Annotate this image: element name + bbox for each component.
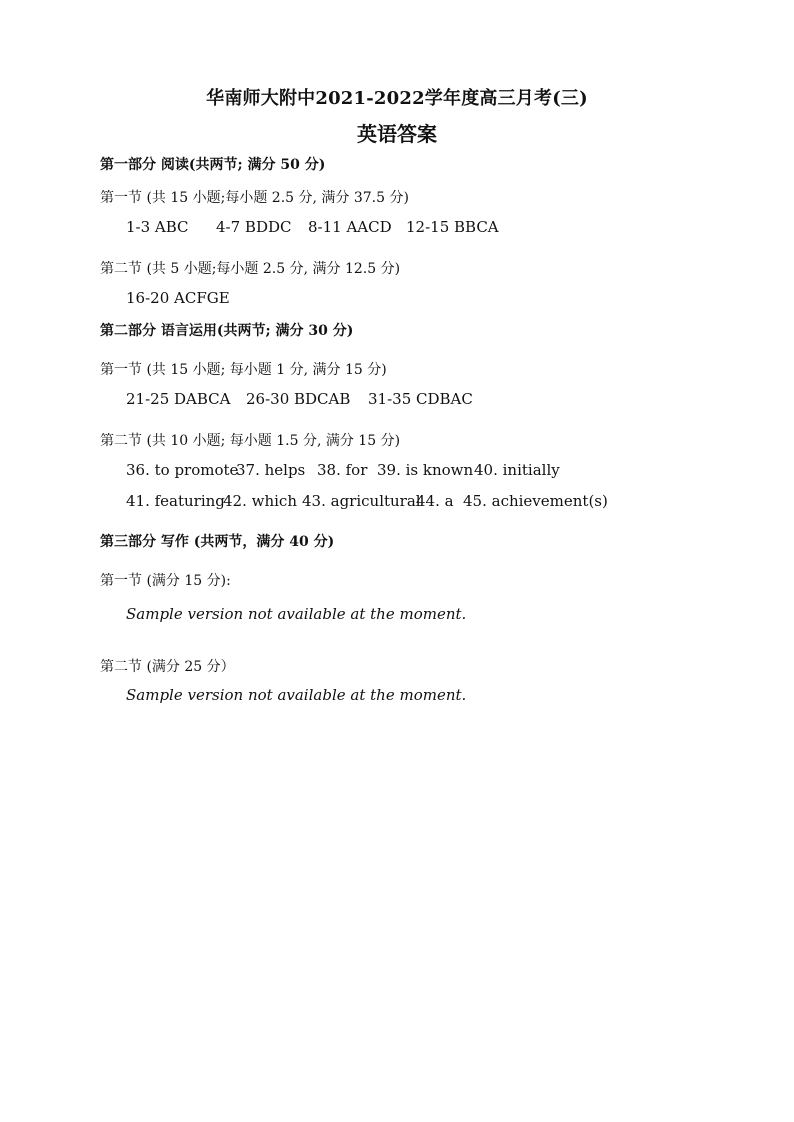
part3-section2-sample: Sample version not available at the moment.	[126, 686, 467, 704]
answer-group: 26-30 BDCAB	[246, 390, 351, 408]
answer-item: 41. featuring	[126, 492, 225, 510]
part3-section1-heading: 第一节 (满分 15 分):	[100, 573, 231, 589]
answer-item: 39. is known	[377, 461, 474, 479]
answer-item: 45. achievement(s)	[463, 492, 608, 510]
part1-section1-answers	[126, 218, 499, 236]
part2-heading: 第二部分 语言运用(共两节; 满分 30 分)	[100, 323, 354, 339]
document-subtitle: 英语答案	[357, 122, 437, 146]
part2-section2-heading: 第二节 (共 10 小题; 每小题 1.5 分, 满分 15 分)	[100, 433, 401, 449]
answer-item: 40. initially	[474, 461, 560, 479]
part2-section2-answers-row2	[126, 492, 608, 510]
part3-section2-heading: 第二节 (满分 25 分）	[100, 659, 235, 675]
part3-section1-sample: Sample version not available at the moment.	[126, 605, 467, 623]
answer-item: 37. helps	[236, 461, 306, 479]
answer-group: 21-25 DABCA	[126, 390, 231, 408]
answer-group: 8-11 AACD	[308, 218, 392, 236]
part1-section2-answers	[126, 289, 230, 307]
answer-item: 44. a	[416, 492, 454, 510]
answer-group: 12-15 BBCA	[406, 218, 499, 236]
answer-group: 1-3 ABC	[126, 218, 189, 236]
part1-heading: 第一部分 阅读(共两节; 满分 50 分)	[100, 157, 326, 173]
part1-section1-heading: 第一节 (共 15 小题;每小题 2.5 分, 满分 37.5 分)	[100, 190, 409, 206]
part1-section2-heading: 第二节 (共 5 小题;每小题 2.5 分, 满分 12.5 分)	[100, 261, 401, 277]
answer-item: 36. to promote	[126, 461, 239, 479]
answer-group: 31-35 CDBAC	[368, 390, 473, 408]
answer-group: 16-20 ACFGE	[126, 289, 230, 307]
part2-section2-answers-row1	[126, 461, 560, 479]
answer-item: 38. for	[317, 461, 368, 479]
part2-section1-heading: 第一节 (共 15 小题; 每小题 1 分, 满分 15 分)	[100, 362, 387, 378]
part2-section1-answers	[126, 390, 473, 408]
answer-item: 42. which	[223, 492, 297, 510]
answer-group: 4-7 BDDC	[216, 218, 292, 236]
document-title: 华南师大附中2021-2022学年度高三月考(三)	[206, 88, 588, 109]
answer-item: 43. agricultural	[302, 492, 421, 510]
part3-heading: 第三部分 写作 (共两节，满分 40 分)	[100, 534, 335, 550]
